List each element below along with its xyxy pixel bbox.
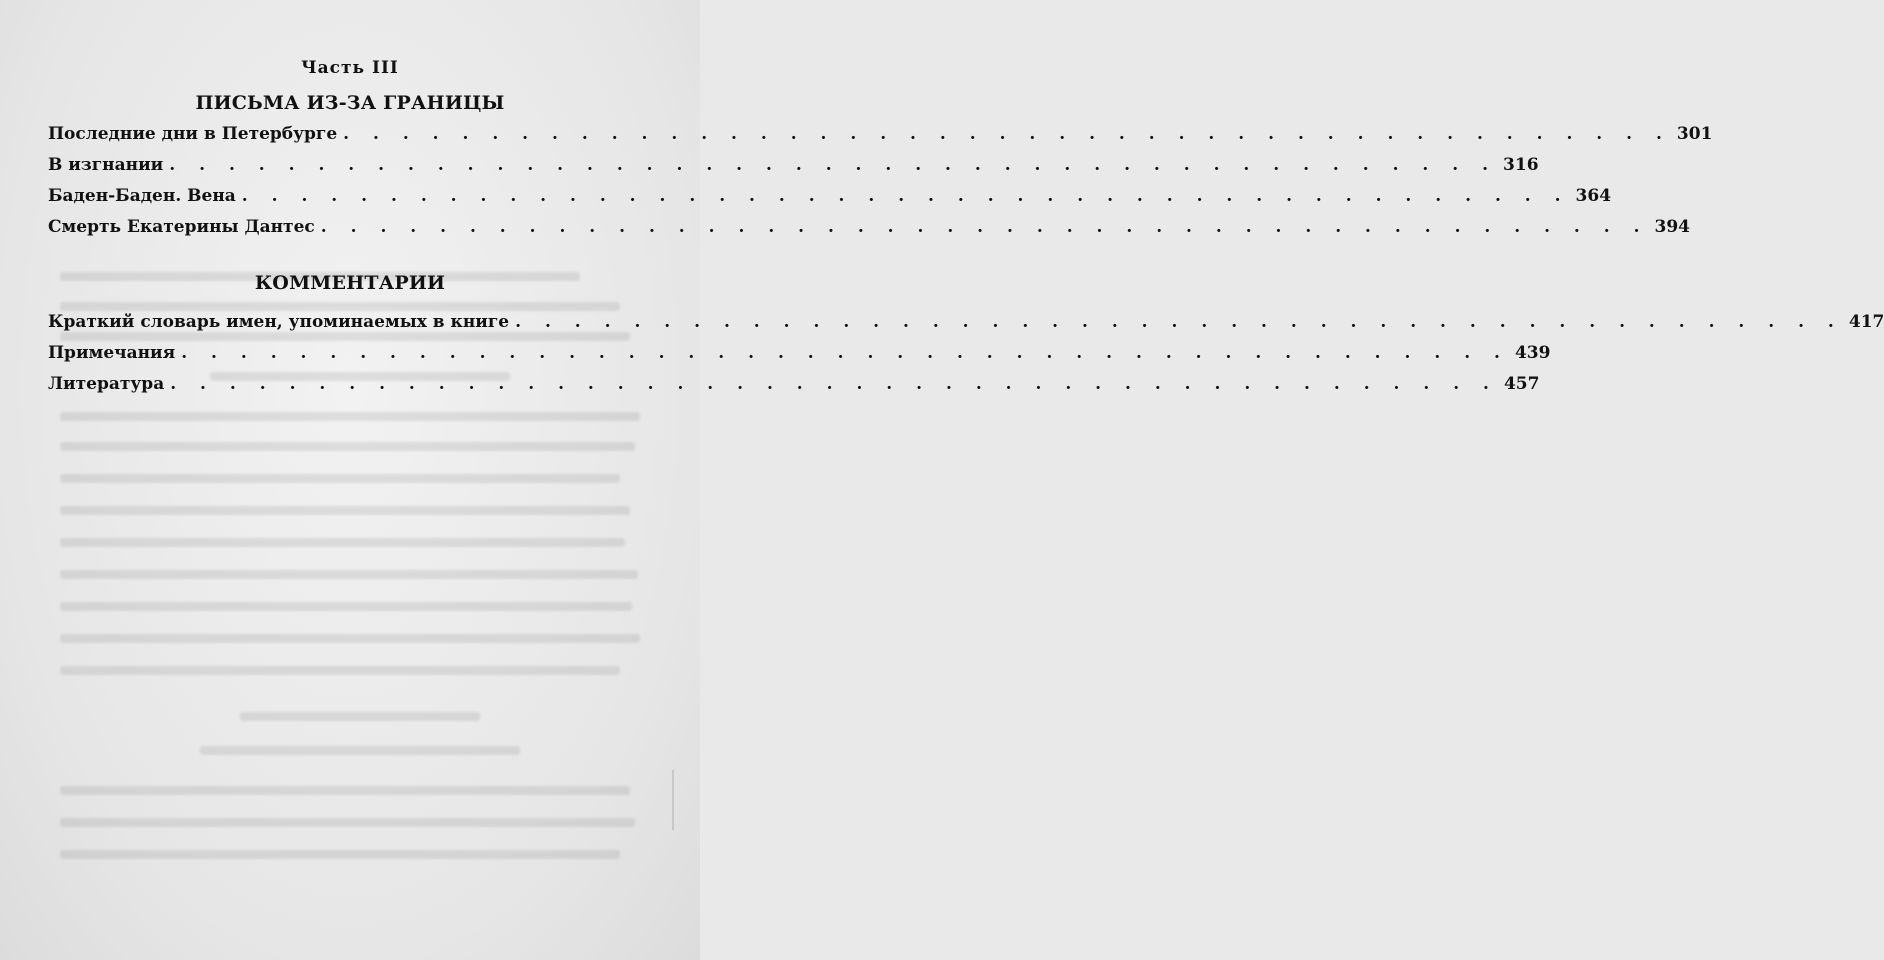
toc-entry-title: Краткий словарь имен, упоминаемых в книге — [48, 312, 510, 332]
toc-entry-title: Литература — [48, 374, 165, 394]
toc-entry-page: 316 — [1503, 155, 1539, 175]
toc-section-letters — [48, 124, 1713, 248]
dot-leader: . . . . . . . . . . . . . . . . . . . . . . . . . . . . . . . . . . . . . . . . . . . . . — [343, 124, 1671, 144]
dot-leader: . . . . . . . . . . . . . . . . . . . . . . . . . . . . . . . . . . . . . . . . . . . . . — [169, 155, 1498, 175]
toc-entry-title: Последние дни в Петербурге — [48, 124, 338, 144]
toc-row[interactable] — [48, 374, 1540, 405]
toc-entry-title: В изгнании — [48, 155, 164, 175]
toc-row[interactable] — [48, 343, 1551, 374]
toc-row[interactable] — [48, 155, 1539, 186]
toc-section-comments — [48, 312, 1884, 405]
page-edge-mark — [672, 770, 674, 830]
toc-row[interactable] — [48, 217, 1691, 248]
dot-leader: . . . . . . . . . . . . . . . . . . . . . . . . . . . . . . . . . . . . . . . . . . . . . — [170, 374, 1498, 394]
part-label: Часть III — [301, 58, 399, 78]
dot-leader: . . . . . . . . . . . . . . . . . . . . . . . . . . . . . . . . . . . . . . . . . . . . . — [320, 217, 1649, 237]
dot-leader: . . . . . . . . . . . . . . . . . . . . . . . . . . . . . . . . . . . . . . . . . . . . . — [241, 186, 1570, 206]
toc-entry-title: Смерть Екатерины Дантес — [48, 217, 315, 237]
section-title-comments: КОММЕНТАРИИ — [254, 272, 446, 294]
toc-entry-page: 394 — [1654, 217, 1691, 237]
toc-entry-page: 439 — [1514, 343, 1551, 363]
toc-row[interactable] — [48, 186, 1612, 217]
toc-row[interactable] — [48, 312, 1884, 343]
dot-leader: . . . . . . . . . . . . . . . . . . . . . . . . . . . . . . . . . . . . . . . . . . . . . — [515, 312, 1843, 332]
toc-entry-page: 457 — [1503, 374, 1540, 394]
dot-leader: . . . . . . . . . . . . . . . . . . . . . . . . . . . . . . . . . . . . . . . . . . . . . — [181, 343, 1509, 363]
toc-entry-title: Баден-Баден. Вена — [48, 186, 236, 206]
section-title-letters: ПИСЬМА ИЗ-ЗА ГРАНИЦЫ — [195, 92, 505, 114]
toc-entry-page: 364 — [1575, 186, 1612, 206]
toc-entry-page: 417 — [1848, 312, 1884, 332]
toc-entry-page: 301 — [1676, 124, 1713, 144]
toc-entry-title: Примечания — [48, 343, 176, 363]
toc-row[interactable] — [48, 124, 1713, 155]
